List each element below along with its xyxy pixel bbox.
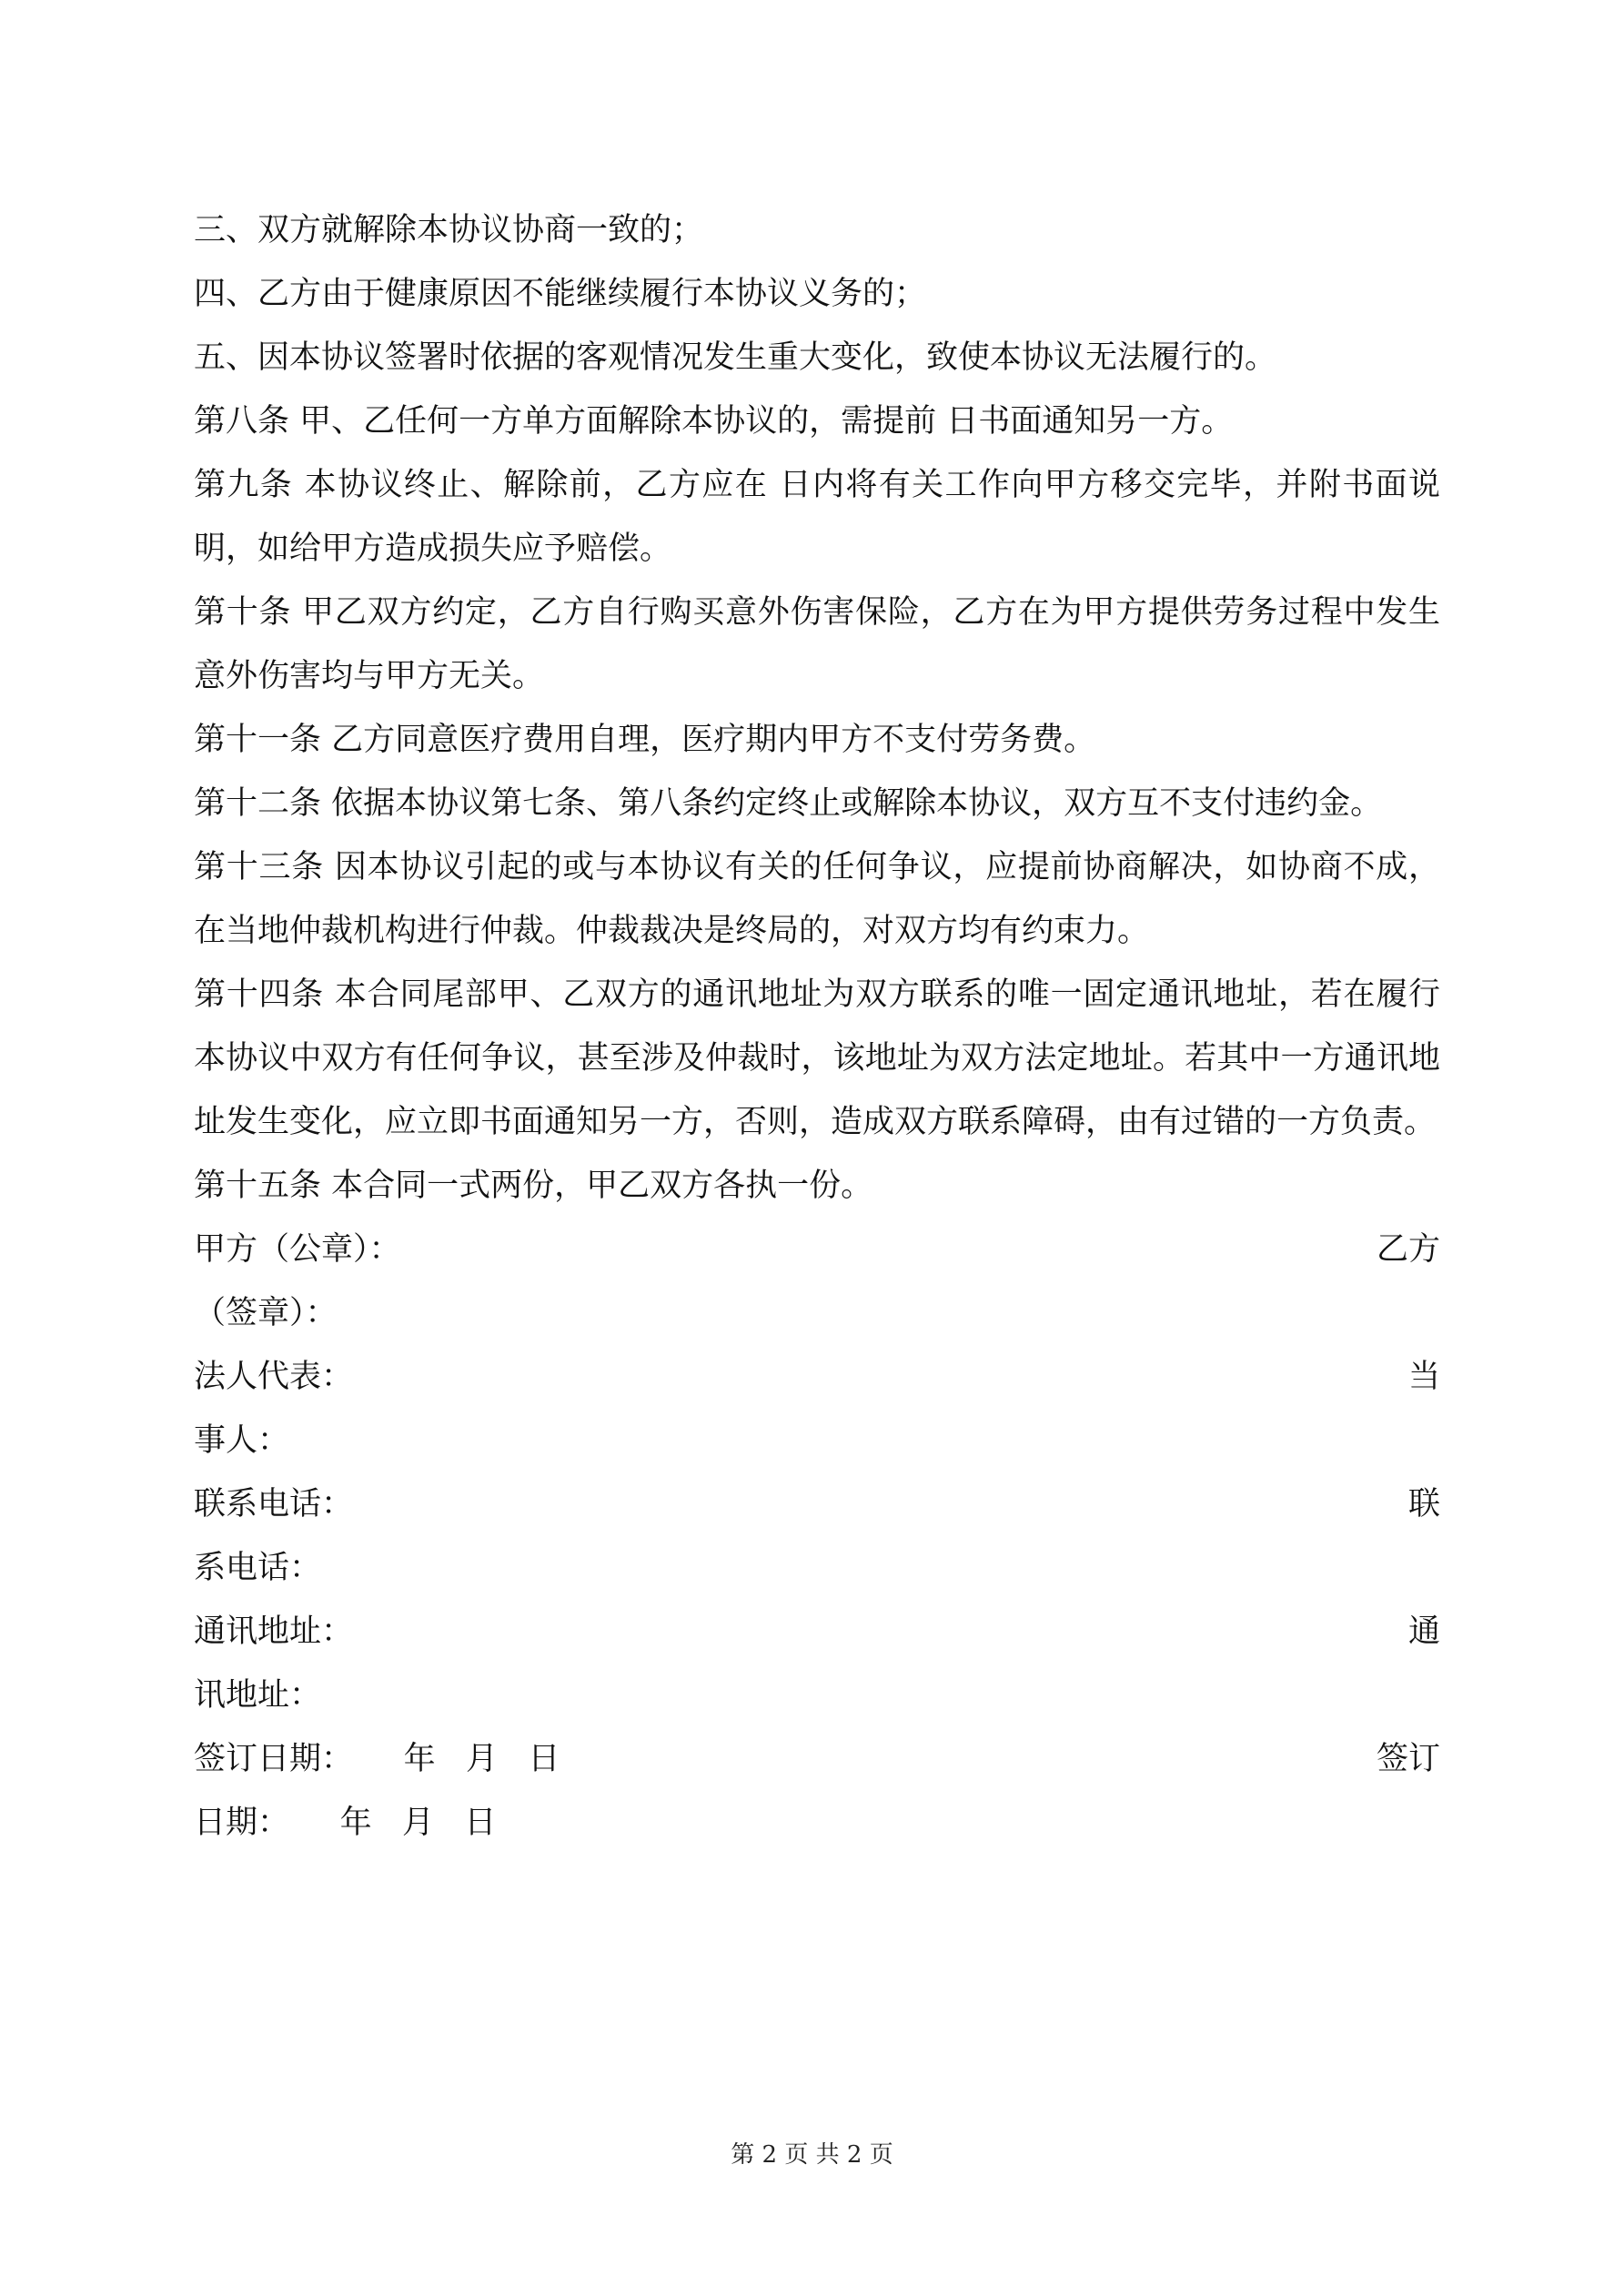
signature-row-date	[194, 1727, 1440, 1791]
document-body	[194, 198, 1440, 1855]
party-b-address-label-cont: 讯地址：	[194, 1677, 322, 1714]
party-a-address-label: 通讯地址：	[194, 1613, 354, 1650]
signature-row-phone	[194, 1472, 1440, 1536]
paragraph-article-15: 第十五条 本合同一式两份，甲乙双方各执一份。	[194, 1168, 873, 1204]
paragraph-article-10: 第十条 甲乙双方约定，乙方自行购买意外伤害保险，乙方在为甲方提供劳务过程中发生意外伤害均与甲方无关。	[194, 594, 1440, 694]
paragraph-clause-4: 四、乙方由于健康原因不能继续履行本协议义务的；	[194, 276, 927, 312]
signature-row-address	[194, 1600, 1440, 1664]
paragraph-article-9: 第九条 本协议终止、解除前，乙方应在 日内将有关工作向甲方移交完毕，并附书面说明，如给甲方造成损失应予赔偿。	[194, 467, 1440, 567]
paragraph-article-8: 第八条 甲、乙任何一方单方面解除本协议的，需提前 日书面通知另一方。	[194, 403, 1234, 440]
party-b-person-label-cont: 事人：	[194, 1422, 290, 1459]
party-b-date-label-cont: 日期： 年 月 日	[194, 1805, 497, 1841]
party-b-address-label: 通	[1407, 1613, 1440, 1650]
party-b-person-label: 当	[1407, 1359, 1440, 1395]
paragraph-clause-3: 三、双方就解除本协议协商一致的；	[194, 212, 704, 248]
signature-block	[194, 1218, 1440, 1855]
party-b-phone-label-cont: 系电话：	[194, 1550, 322, 1586]
paragraph-article-12: 第十二条 依据本协议第七条、第八条约定终止或解除本协议，双方互不支付违约金。	[194, 785, 1383, 822]
party-a-date-label: 签订日期： 年 月 日	[194, 1741, 560, 1777]
party-a-phone-label: 联系电话：	[194, 1486, 354, 1522]
signature-row-seal	[194, 1218, 1440, 1281]
party-b-seal-label-cont: （签章）：	[194, 1295, 338, 1331]
paragraph-clause-5: 五、因本协议签署时依据的客观情况发生重大变化，致使本协议无法履行的。	[194, 339, 1277, 376]
paragraph-article-11: 第十一条 乙方同意医疗费用自理，医疗期内甲方不支付劳务费。	[194, 722, 1096, 758]
page-footer: 第 2 页 共 2 页	[731, 2141, 893, 2169]
party-b-label: 乙方	[1376, 1231, 1440, 1268]
signature-row-representative	[194, 1345, 1440, 1409]
party-a-seal-label: 甲方（公章）：	[194, 1231, 401, 1268]
legal-representative-label: 法人代表：	[194, 1359, 354, 1395]
party-b-date-label: 签订	[1376, 1741, 1440, 1777]
paragraph-article-13: 第十三条 因本协议引起的或与本协议有关的任何争议，应提前协商解决，如协商不成，在当地仲裁机构进行仲裁。仲裁裁决是终局的，对双方均有约束力。	[194, 849, 1440, 949]
paragraph-article-14: 第十四条 本合同尾部甲、乙双方的通讯地址为双方联系的唯一固定通讯地址，若在履行本协议中双方有任何争议，甚至涉及仲裁时，该地址为双方法定地址。若其中一方通讯地址发生变化，应立即书面通知另一方，否则，造成双方联系障碍，由有过错的一方负责。	[194, 976, 1440, 1140]
party-b-phone-label: 联	[1407, 1486, 1440, 1522]
